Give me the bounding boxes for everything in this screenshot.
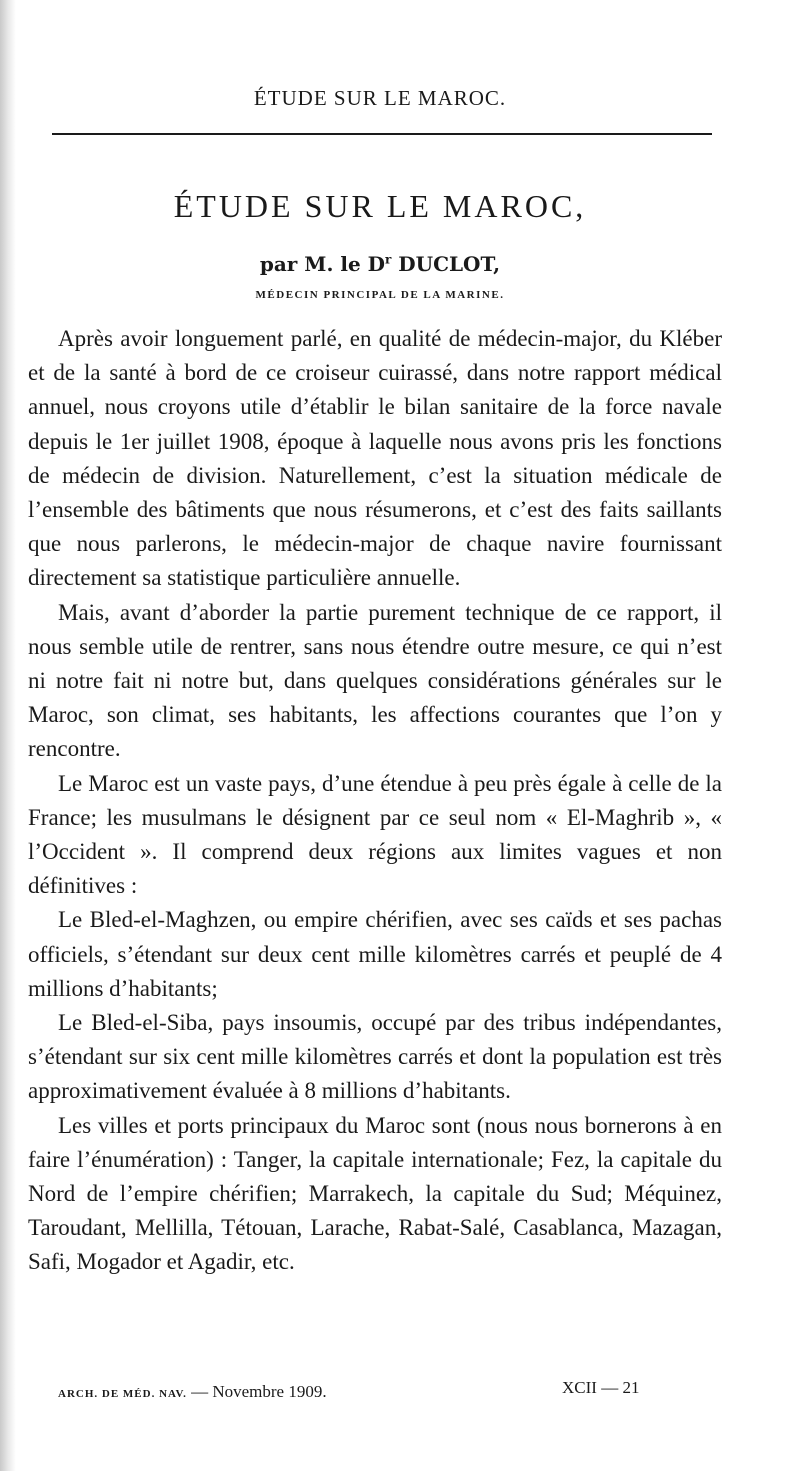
article-body bbox=[28, 322, 722, 1280]
footer-journal: ARCH. DE MÉD. NAV. bbox=[58, 1388, 187, 1400]
footer-signature: XCII — 21 bbox=[562, 1378, 640, 1397]
paragraph: Le Maroc est un vaste pays, d’une étendue à peu près égale à celle de la France; les musulmans le désignent par ce seul nom « El-Maghrib », « l’Occident ». Il comprend deux régions aux limites vagues et non définitives : bbox=[28, 770, 722, 899]
footer-date: — Novembre 1909. bbox=[186, 1382, 327, 1401]
byline-superscript: r bbox=[385, 252, 392, 267]
byline-name: DUCLOT, bbox=[391, 252, 501, 276]
paragraph: Le Bled-el-Maghzen, ou empire chérifien, avec ses caïds et ses pachas officiels, s’étendant sur deux cent mille kilomètres carrés et peuplé de 4 millions d’habitants; bbox=[28, 907, 722, 1001]
paragraph: Le Bled-el-Siba, pays insoumis, occupé par des tribus indépendantes, s’étendant sur six cent mille kilomètres carrés et dont la population est très approximativement évaluée à 8 millions d’habitants. bbox=[28, 1010, 722, 1104]
article-title: ÉTUDE SUR LE MAROC, bbox=[173, 188, 587, 224]
author-byline bbox=[0, 252, 760, 276]
footer-journal-line bbox=[58, 1382, 327, 1402]
author-affiliation: MÉDECIN PRINCIPAL DE LA MARINE. bbox=[255, 289, 505, 301]
paragraph: Mais, avant d’aborder la partie purement technique de ce rapport, il nous semble utile de rentrer, sans nous étendre outre mesure, ce qui n’est ni notre fait ni notre but, dans quelques considérations générales sur le Maroc, son climat, ses habitants, les affections courantes que l’on y rencontre. bbox=[28, 599, 722, 762]
byline-prefix: par M. le D bbox=[259, 252, 385, 276]
header-rule bbox=[52, 133, 712, 135]
paragraph: Les villes et ports principaux du Maroc sont (nous nous bornerons à en faire l’énumération) : Tanger, la capitale internationale; Fez, la capitale du Nord de l’empire chérifien; Marrakech, la capitale du Sud; Méquinez, Taroudant, Mellilla, Tétouan, Larache, Rabat-Salé, Casablanca, Mazagan, Safi, Mogador et Agadir, etc. bbox=[28, 1112, 722, 1275]
running-head: ÉTUDE SUR LE MAROC. bbox=[253, 86, 507, 110]
paragraph: Après avoir longuement parlé, en qualité de médecin-major, du Kléber et de la santé à bord de ce croiseur cuirassé, dans notre rapport médical annuel, nous croyons utile d’établir le bilan sanitaire de la force navale depuis le 1er juillet 1908, époque à laquelle nous avons pris les fonctions de médecin de division. Naturellement, c’est la situation médicale de l’ensemble des bâtiments que nous résumerons, et c’est des faits saillants que nous parlerons, le médecin-major de chaque navire fournissant directement sa statistique particulière annuelle. bbox=[28, 326, 722, 591]
